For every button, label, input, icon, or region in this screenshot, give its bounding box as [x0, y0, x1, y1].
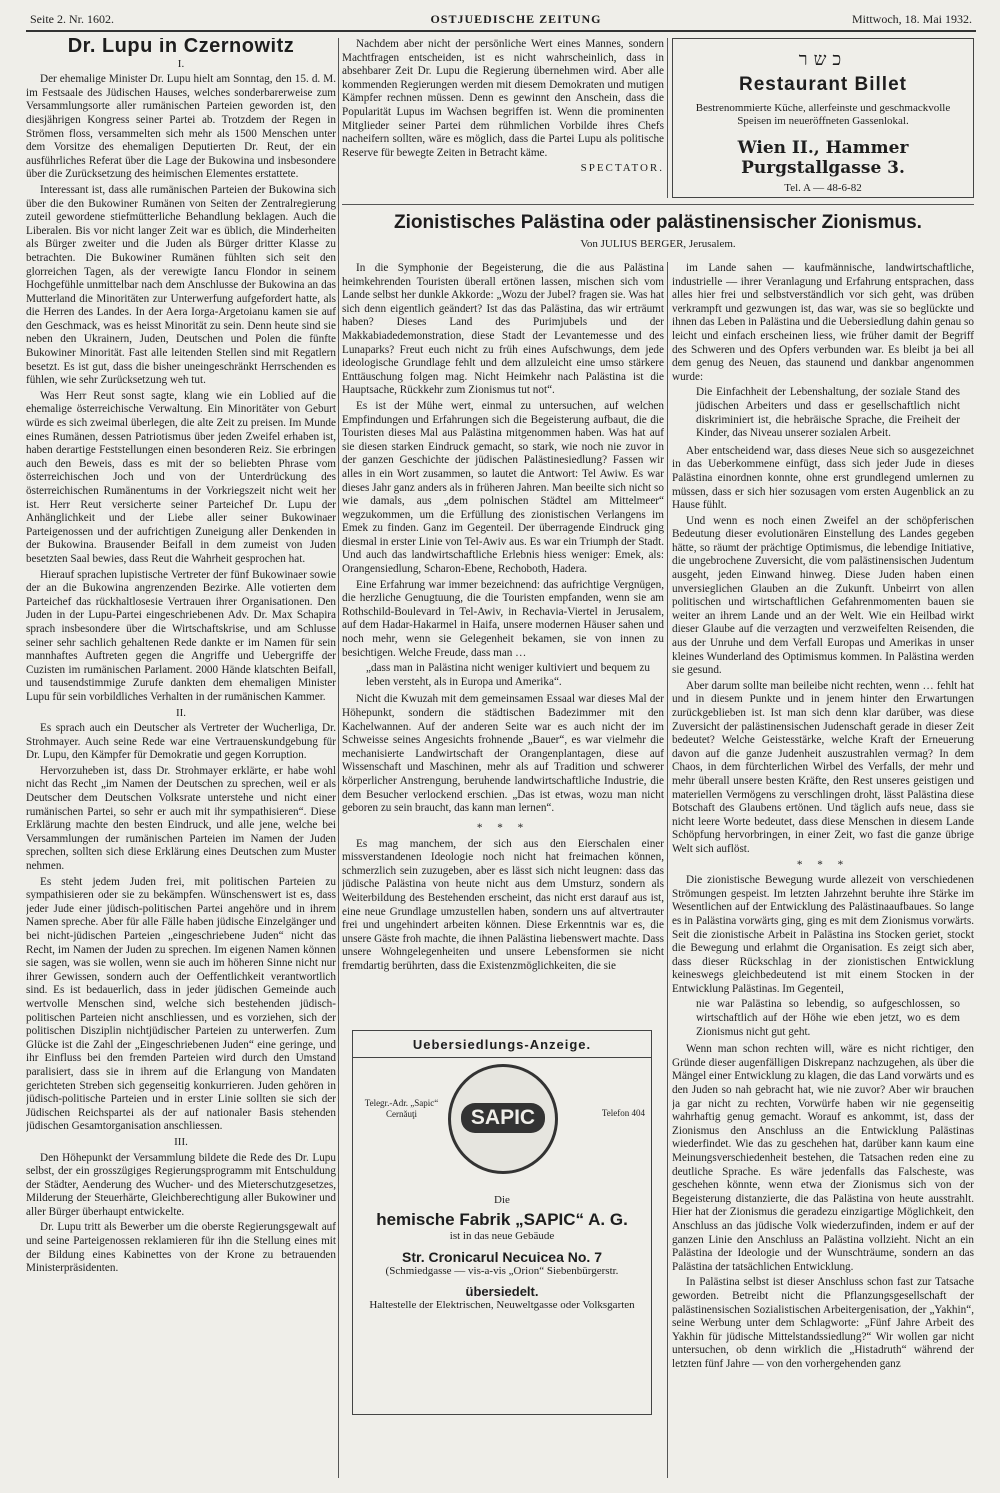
paragraph: Nicht die Kwuzah mit dem gemeinsamen Essaal war dieses Mal der Höhepunkt, sondern die städtischen Badezimmer mit den Kachelwannen. Auf der anderen Seite war es auch nicht der im Schweisse seines Angesichts frohnende „Bauer“, es war vielmehr die mechanisierte Landwirtschaft der Orangenplantagen, diese auf Wissenschaft und Maschinen, mehr als auf Tradition und schwerer körperlicher Anstrengung, beruhende landwirtschaftliche Industrie, die dem Besucher verlockend erschien. „Das ist etwas, wozu man nicht geboren zu sein braucht, das kann man lernen“. — [342, 693, 664, 815]
street-address: Str. Cronicarul Necuicea No. 7 — [402, 1249, 602, 1265]
block-quote — [366, 662, 650, 689]
paragraph: Und wenn es noch einen Zweifel an der schöpferischen Bedeutung dieser evolutionären Einstellung des Landes gegeben hätte, so räumt der prächtige Optimismus, die lebendige Initiative, die ungebrochene Zuversicht, die vom palästinensischen Judentum ausgeht, jeden Einwand hinweg. Diese Juden haben einen unversieglichen Glauben an die Zukunft. Unbeirrt von allen politischen und wirtschaftlichen Gefahrenmomenten bauen sie weiter an ihrem Lande und an der Welt. Wie ein Heilbad wirkt dieser Glaube auf die verzagten und verzweifelten Reisenden, die aus der Unruhe und dem Verfall Europas und Amerikas in unser kleines Wunderland des Optimismus kommen. In Palästina werden sie gesund. — [672, 514, 974, 677]
company-name: hemische Fabrik „SAPIC“ A. G. — [376, 1210, 628, 1229]
ad-text: Die — [494, 1194, 510, 1206]
article-lupu — [26, 38, 336, 1478]
paragraph: Wenn man schon rechten will, wäre es nicht richtiger, den Gründe dieser augenfälligen Diskrepanz nachzugehen, als über die Mängel einer Entwicklung zu klagen, die das Land vorwärts und es den Juden so nah gebracht hat, wie nie zuvor? Aber wir brauchen ja gar nicht zu rechten, Vorwürfe haben wir nie gegenseitig wahrhaftig genug gemacht. Worauf es ankommt, ist, dass der Zionismus den Anschluss an die Entwicklung Palästinas wiederfindet. Wie das zu geschehen hat, darüber kann kaum eine Meinungsverschiedenheit bestehen, die Tatsachen reden eine zu deutliche Sprache. Es wäre jedenfalls das Falscheste, was geschehen könnte, wenn etwa der Zionismus sich von der Begeisterung distanzierte, die das Palästina von heute ausstrahlt. Hier hat der Zionismus die geradezu einzigartige Möglichkeit, den Anschluss an das jüdische Volk wiederzufinden, indem er auf der ganzen Linie den Anschluss an Palästina vollzieht. Nicht an ein Palästina der Ideologie und der Wunschträume, sondern an das Palästina der tatsächlichen Entwicklung. — [672, 1043, 974, 1273]
restaurant-description: Bestrenommierte Küche, allerfeinste und geschmackvolle Speisen im neueröffneten Gassenlokal. — [695, 102, 951, 127]
paragraph: Eine Erfahrung war immer bezeichnend: das aufrichtige Vergnügen, die herzliche Genugtuung, die die Touristen empfanden, wenn sie am Rothschild-Boulevard in Tel-Awiv, in Rechavia-Viertel in Jerusalem, auf dem Hadar-Hakarmel in Haifa, unsere modernen Häuser sahen und noch mehr, wenn sie Gelegenheit bekamen, sie von innen zu besichtigen. Welche Freude, dass man … — [342, 578, 664, 659]
kosher-label: כשר — [798, 49, 848, 69]
newspaper-title: OSTJUEDISCHE ZEITUNG — [430, 12, 602, 26]
article-zionism-column-1b — [342, 822, 664, 1027]
column-rule — [667, 38, 668, 198]
telegraph-address: Telegr.-Adr. „Sapic“ Cernăuţi — [364, 1098, 439, 1119]
paragraph: Es mag manchem, der sich aus den Eierschalen einer missverstandenen Ideologie noch nicht hat freimachen können, schmerzlich sein zuzugeben, aber es lässt sich nicht leugnen: dass das jüdische Palästina von heute nicht aus dem Umsturz, sondern als Weiterbildung des Bestehenden erscheint, das nicht erst darauf aus ist, eine neue Grundlage umzustellen haben, sondern uns auf altvertrauter frei und ungehindert arbeiten können. Diese Erkenntnis war es, die unsere Gäste froh machte, die ihnen Palästina liebenswert machte. Dass unsere Wohngelegenheiten und unsere Lebensformen sie nicht fremdartig berührten, dass die Existenzmöglichkeiten, die sie — [342, 837, 664, 972]
article-lupu-continuation — [342, 38, 664, 188]
sapic-advertisement — [352, 1030, 652, 1415]
paragraph: im Lande sahen — kaufmännische, landwirtschaftliche, industrielle — ihrer Veranlagung und Erfahrung entsprachen, dass alles hier frei und selbstverständlich vor sich geht, was drüben verkrampft und gezwungen ist, das war, was sie so beglückte und ihnen das Leben in Palästina und die Uebersiedlung dahin genau so leicht und einfach erscheinen liess, wie früher damit der Begriff des Schweren und des Opfers verbunden war. Es bleibt ja bei all dem genug des Neuen, das staunend und dankbar angenommen wurde: — [672, 262, 974, 383]
ad-text: (Schmiedgasse — vis-a-vis „Orion“ Siebenbürgerstr. — [385, 1265, 619, 1277]
column-rule — [338, 38, 339, 1478]
column-rule — [667, 262, 668, 1478]
paragraph: Was Herr Reut sonst sagte, klang wie ein Loblied auf die ehemalige österreichische Verwaltung. Ein Minoritäter von Geburt würde es sich zweimal überlegen, die alte Zeit zu preisen. Im Munde eines Rumänen, dessen Patriotismus über jeden Zweifel erhaben ist, haben derartige Feststellungen einen besonderen Reiz. Sie erbringen auch den Beweis, dass es mit der so beliebten Phrase vom österreichischen Joch und von der Unterdrückung des österreichischen Rumänentums in der Vorkriegszeit nicht weit her ist. Herr Reut versicherte seiner Parteichef Dr. Lupu der Anhänglichkeit und der Liebe aller seiner Bukowinaer Parteigenossen und der aufrichtigen Zuneigung aller Denkenden in der Bukowina. Brausender Beifall in dem zumeist von Juden besetzten Saal bewies, dass Reut die Wahrheit gesprochen hat. — [26, 389, 336, 565]
section-divider — [342, 204, 974, 205]
article-headline: Dr. Lupu in Czernowitz — [67, 38, 295, 57]
section-separator: * * * — [796, 858, 850, 871]
article-headline: Zionistisches Palästina oder palästinensischer Zionismus. — [394, 212, 922, 233]
sapic-logo-icon — [448, 1064, 558, 1174]
logo-row — [353, 1064, 651, 1214]
paragraph: Hierauf sprachen lupistische Vertreter der fünf Bukowinaer sowie der an die Bukowina angrenzenden Bezirke. Alle votierten dem Parteichef das rückhaltlosesie Vertrauen ihrer Organisationen. Den Juden in der Lupu-Partei eingeschriebenen Adv. Dr. Max Schapira sprach insbesondere über die Wirtschaftskrise, und am Schlusse seiner sehr sachlich gehaltenen Rede dankte er im Namen für sein mannhaftes Auftreten gegen die Angriffe und Uebergriffe der Cuzisten im rumänischen Parlament. 2000 Hände klatschten Beifall, und tausendstimmige Zurufe dankten dem ehemaligen Minister Lupu für sein vorbildliches Verhalten in der rumänischen Kammer. — [26, 568, 336, 703]
quote-text: nie war Palästina so lebendig, so aufgeschlossen, so wirtschaftlich auf der Höhe wie eben jetzt, wo es dem Zionismus nicht gut geht. — [696, 998, 960, 1038]
article-zionism-column-2 — [672, 262, 974, 1478]
restaurant-phone: Tel. A — 48-6-82 — [784, 182, 862, 194]
paragraph: Nachdem aber nicht der persönliche Wert eines Mannes, sondern Machtfragen entscheiden, ist es nicht wahrscheinlich, dass in absehbarer Zeit Dr. Lupu die Regierung übernehmen wird. Aber alle kommenden Regierungen werden mit diesem Demokraten und mutigen Kämpfer rechnen müssen. Denn es gewinnt den Anschein, dass die Popularität Lupus im Wachsen begriffen ist. Wenn die prominenten Mitglieder seiner Partei dem rühmlichen Vorbilde ihres Chefs nacheifern sollten, wäre es möglich, dass die Partei Lupu als politische Reserve für bewegte Zeiten in Betracht käme. — [342, 38, 664, 159]
article-byline: Von JULIUS BERGER, Jerusalem. — [580, 238, 736, 250]
paragraph: In die Symphonie der Begeisterung, die die aus Palästina heimkehrenden Touristen überall ertönen lassen, mischen sich vom Lande selbst her dunkle Akkorde: „Wozu der Jubel? fragen sie. Was hat sich denn eigentlich geändert? Ist das das Palästina, das wir erträumt haben? Dieses Land des Purimjubels und der Makkabiadedemonstration, diese Stadt der Levantemesse und des Lunaparks? Freut euch nicht zu früh eines Aufschwungs, dem jede ideologische Grundlage fehlt und dem allzuleicht eine umso stärkere Enttäuschung folgen mag. Nicht Heimkehr nach Palästina ist die Hauptsache, Rückkehr zum Zionismus tut not“. — [342, 262, 664, 397]
paragraph: Der ehemalige Minister Dr. Lupu hielt am Sonntag, den 15. d. M. im Festsaale des Jüdischen Hauses, welches sonderbarerweise zum Versammlungsorte aller rumänischen Parteien geworden ist, den diesjährigen Kongress seiner Partei ab. Trotzdem der Regen in Strömen floss, versammelten sich mehr als 1500 Menschen unter dem Vorsitze des ehemaligen Deputierten Dr. Reut, der ein ausführliches Referat über die Lage der Bukowina und insbesondere über die Zurücksetzung des heimischen Elementes erstattete. — [26, 73, 336, 181]
paragraph: Interessant ist, dass alle rumänischen Parteien der Bukowina sich über die den Bukowiner Rumänen von Seiten der Zentralregierung zuteil gewordene stiefmütterliche Behandlung beklagen. Auch die Liberalen. Bis vor nicht langer Zeit war es üblich, die Minderheiten als Bürger zweiter und die Juden als Bürger dritter Klasse zu betrachten. Die Bukowiner Rumänen fühlten sich seit den glorreichen Tagen, als der verewigte Iancu Flondor in seinem Hochgefühle unmittelbar nach dem Anschlusse der Bukowina an das Mutterland die Minoritäten zur Unterwerfung aufgefordert hatte, als die Herren des Landes. In der Aera Iorga-Argetoianu kamen sie auf den Geschmack, was es heisst Minorität zu sein. Denn heute sind sie neben den Ukrainern, Juden, Deutschen und Polen die fünfte Bukowiner Minorität. Fast alle leitenden Stellen sind mit Regatlern besetzt. Es ist gut, dass die bisher uneingeschränkt Herrschenden es fühlen, wie sehr Zurücksetzung weh tut. — [26, 183, 336, 387]
section-number: III. — [174, 1135, 188, 1148]
section-number: I. — [177, 57, 185, 70]
paragraph: Den Höhepunkt der Versammlung bildete die Rede des Dr. Lupu selbst, der ein grosszügiges Regierungsprogramm mit Entschuldung der Städter, Aenderung des Wucher- und des Mieterschutzgesetzes, Milderung der Steuerhärte, Gleichberechtigung aller Bukowiner und aller Bürger überhaupt entwickelte. — [26, 1151, 336, 1218]
paragraph: Es steht jedem Juden frei, mit politischen Parteien zu sympathisieren oder sie zu bekämpfen. Wünschenswert ist es, dass jeder Jude einer jüdisch-politischen Partei angehöre und in ihrem Namen spreche. Aber für alle Fälle haben jüdische Einzelgänger und bei nicht-jüdischen Parteien „eingeschriebene Juden“ nicht das Recht, im Namen der Juden zu sprechen. Im eigenen Namen können sie sagen, was sie wollen, wenn sie auch im höheren Sinne nicht nur ihrer Gewissen, sondern auch der Oeffentlichkeit verantwortlich sind. Es ist bedauerlich, dass in jeder jüdischen Gemeinde auch wertvolle Menschen sind, welche sich bestehenden jüdisch-politischen Parteien nicht anschliessen, und es vorziehen, sich der politischen Disziplin nichtjüdischer Parteien zu unterwerfen. Zum Glücke ist die Zahl der „Eingeschriebenen Juden“ eine geringe, und ihr Einfluss bei den fremden Parteien wird durch den Umstand paralisiert, dass sie in ihrem auf die Erlangung von Mandaten gerichteten Streben sich gegenseitig konkurrieren. Juden gehören in jüdisch-politische Parteien und in erster Linie sollten sie sich der Jüdischen Reichspartei als der auf nationaler Basis stehenden jüdischen Gesamtorganisation anschliessen. — [26, 875, 336, 1133]
page-header — [26, 8, 976, 32]
ad-text: übersiedelt. — [465, 1284, 539, 1299]
phone-number: Telefon 404 — [601, 1108, 645, 1118]
paragraph: Es ist der Mühe wert, einmal zu untersuchen, auf welchen Empfindungen und Erfahrungen sich die Begeisterung aufbaut, die die Touristen dieses Mal aus Palästina mitgenommen haben. Was hat auf sie diesen starken Eindruck gemacht, so stark, wie noch nie zuvor in der ganzen Geschichte der jüdischen Palästinesiedlung? Fassen wir alles in ein Wort zusammen, so lautet die Antwort: Tel Awiw. Es war dieses Jahr ganz anders als in früheren Jahren. Man beeilte sich nicht so wie damals, aus „dem polnischen Städtel am Mittelmeer“ wegzukommen, um die Erfüllung des zionistischen Verlangens im Emek zu finden. Ganz im Gegenteil. Der überragende Eindruck ging diesmal in erster Linie von Tel-Awiv aus. Es war ein Triumph der Stadt. Und auch das landwirtschaftliche Erlebnis hiess weniger: Emek, als: Orangensiedlung, Scharon-Ebene, Rechoboth, Hadera. — [342, 399, 664, 576]
ad-text: Haltestelle der Elektrischen, Neuweltgasse oder Volksgarten — [369, 1299, 635, 1311]
logo-text: SAPIC — [461, 1103, 545, 1133]
paragraph: Aber entscheidend war, dass dieses Neue sich so ausgezeichnet in das Ueberkommene einfügt, dass sich jeder Jude in dieses Palästina einordnen konnte, ohne erst grundlegend umlernen zu müssen, dass er sich hier sozusagen vom ersten Augenblick an zu Hause fühlt. — [672, 444, 974, 512]
section-separator: * * * — [476, 822, 530, 834]
paragraph: Aber darum sollte man beileibe nicht rechten, wenn … fehlt hat und in diesem Punkte und in jenem hinter den Erwartungen zurückgeblieben ist. Ist man sich denn klar darüber, was diese Zuversicht der palästinensischen Judenschaft gerade in dieser Zeit bedeutet? Welche Geistesstärke, welche Kraft der Erneuerung davon auf die ganze Judenheit auszustrahlen vermag? In dem Chaos, in dem fürchterlichen Wirbel des Verfalls, der mehr und mehr überall unsere besten Kräfte, den Rest unseres geistigen und materiellen Vermögens zu verschlingen droht, lässt Palästina diese Botschaft des Glaubens ertönen. Und täglich aufs neue, dass sie nicht leere Worte bedeutet, dass diese Menschen in diesem Lande Schöpfung hervorbringen, in einer Zeit, wo fast die ganze übrige Welt sich auflöst. — [672, 679, 974, 855]
paragraph: Es sprach auch ein Deutscher als Vertreter der Wucherliga, Dr. Strohmayer. Auch seine Rede war eine Vertrauenskundgebung für Dr. Lupu, den Kämpfer für Demokratie und gegen Korruption. — [26, 722, 336, 762]
quote-text: Die Einfachheit der Lebenshaltung, der soziale Stand des jüdischen Arbeiters und dass er gesellschaftlich nicht diskriminiert ist, die hebräische Sprache, die Freiheit der Kinder, das Niveau unserer sozialen Arbeit. — [696, 386, 960, 440]
quote-text: „dass man in Palästina nicht weniger kultiviert und bequem zu leben versteht, als in Europa und Amerika“. — [366, 662, 650, 688]
paragraph: Dr. Lupu tritt als Bewerber um die oberste Regierungsgewalt auf und seine Parteigenossen reklamieren für ihn die Stellung eines mit der Bildung eines Kabinettes von der Krone zu betrauenden Ministerpräsidenten. — [26, 1221, 336, 1275]
page-number: Seite 2. Nr. 1602. — [30, 12, 114, 26]
paragraph: In Palästina selbst ist dieser Anschluss schon fast zur Tatsache geworden. Betreibt nicht die Pflanzungsgesellschaft der palästinensischen Sozialistischen Arbeitergenisation, der „Yakhin“, seine Werbung unter dem Schlagworte: „Fünf Jahre Arbeit des Yakhin für jüdische Mittelstandssiedlung?“ Wir wollen gar nicht untersuchen, ob denn wirklich die „Histadruth“ während der letzten fünf Jahre — von den vorhergehenden ganz — [672, 1276, 974, 1370]
block-quote — [696, 998, 960, 1039]
paragraph: Hervorzuheben ist, dass Dr. Strohmayer erklärte, er habe wohl nicht das Recht „im Namen der Deutschen zu sprechen, weil er als Deutscher dem Deutschen Volksrate unterstehe und nicht einer rumänischen Partei, so sehr er auch mit ihr sympathisieren“. Diese Erklärung machte den besten Eindruck, und alle jene, welche bei Versammlungen der rumänischen Parteien im Namen der Juden sprechen, sollten sich diese Erklärung eines Deutschen zum Muster nehmen. — [26, 764, 336, 873]
issue-date: Mittwoch, 18. Mai 1932. — [852, 12, 972, 26]
author-signature: SPECTATOR. — [580, 162, 664, 175]
restaurant-name: Restaurant Billet — [739, 74, 907, 95]
ad-text: ist in das neue Gebäude — [449, 1230, 555, 1242]
ad-title: Uebersiedlungs-Anzeige. — [353, 1037, 651, 1058]
restaurant-address: Wien II., Hammer Purgstallgasse 3. — [737, 138, 909, 178]
article-zionism-column-1 — [342, 262, 664, 822]
restaurant-advertisement — [672, 38, 974, 198]
block-quote — [696, 386, 960, 440]
paragraph: Die zionistische Bewegung wurde allezeit von verschiedenen Strömungen gespeist. Im letzten Jahrzehnt beruhte ihre Stärke im Wesentlichen auf der Entwicklung des Palästinaaufbaues. So lange es in Palästina vorwärts ging, ging es mit dem Zionismus vorwärts. Seit die zionistische Arbeit in Palästina ins Stocken geriet, stockt die Bewegung und erlahmt die Organisation. Es zeigt sich aber, dass dieser Rückschlag in der zionistischen Entwicklung keineswegs gleichbedeutend ist mit einem Stocken in der Entwicklung Palästinas. Im Gegenteil, — [672, 874, 974, 995]
section-number: II. — [175, 706, 187, 719]
